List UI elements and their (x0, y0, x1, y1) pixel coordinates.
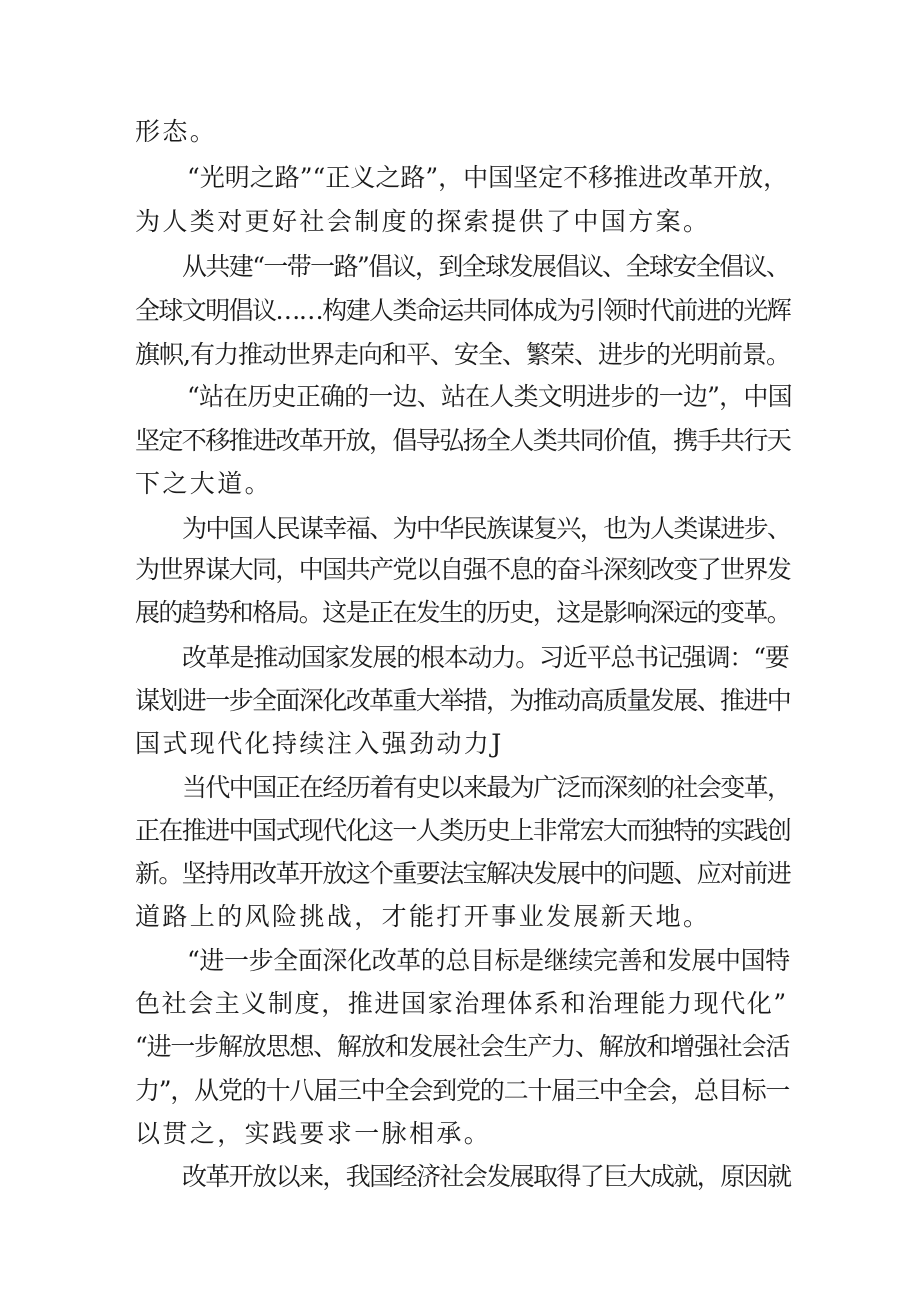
text-line: 新。坚持用改革开放这个重要法宝解决发展中的问题、应对前进 (135, 859, 791, 888)
text-line: 下之大道。 (135, 469, 273, 498)
text-line: 色社会主义制度，推进国家治理体系和治理能力现代化” (135, 989, 788, 1018)
text-line: 为世界谋大同，中国共产党以自强不息的奋斗深刻改变了世界发 (135, 555, 791, 584)
text-line: 改革是推动国家发展的根本动力。习近平总书记强调：“要 (182, 643, 789, 672)
text-line: 旗帜,有力推动世界走向和平、安全、繁荣、进步的光明前景。 (135, 340, 790, 369)
text-line: 展的趋势和格局。这是正在发生的历史，这是影响深远的变革。 (135, 598, 791, 627)
text-line: 国式现代化持续注入强劲动力J (135, 729, 504, 758)
text-line: 改革开放以来，我国经济社会发展取得了巨大成就，原因就 (182, 1162, 791, 1191)
text-line: 当代中国正在经历着有史以来最为广泛而深刻的社会变革， (182, 773, 791, 802)
text-line: 全球文明倡议……构建人类命运共同体成为引领时代前进的光辉 (135, 296, 791, 325)
text-line: “站在历史正确的一边、站在人类文明进步的一边”，中国 (187, 382, 792, 411)
text-line: 为中国人民谋幸福、为中华民族谋复兴，也为人类谋进步、 (182, 514, 791, 543)
text-line: 为人类对更好社会制度的探索提供了中国方案。 (135, 207, 711, 236)
text-line: 形态。 (135, 117, 218, 146)
text-line: “光明之路”“正义之路”，中国坚定不移推进改革开放， (187, 163, 789, 192)
text-line: 力”，从党的十八届三中全会到党的二十届三中全会，总目标一 (135, 1076, 790, 1105)
text-line: “进一步全面深化改革的总目标是继续完善和发展中国特 (187, 946, 790, 975)
text-line: 坚定不移推进改革开放，倡导弘扬全人类共同价值，携手共行天 (135, 426, 791, 455)
text-line: 以贯之，实践要求一脉相承。 (135, 1119, 492, 1148)
text-line: 道路上的风险挑战，才能打开事业发展新天地。 (135, 902, 711, 931)
text-line: “进一步解放思想、解放和发展社会生产力、解放和增强社会活 (135, 1032, 790, 1061)
text-line: 正在推进中国式现代化这一人类历史上非常宏大而独特的实践创 (135, 816, 791, 845)
text-line: 谋划进一步全面深化改革重大举措，为推动高质量发展、推进中 (135, 686, 791, 715)
text-line: 从共建“一带一路”倡议，到全球发展倡议、全球安全倡议、 (182, 252, 790, 281)
